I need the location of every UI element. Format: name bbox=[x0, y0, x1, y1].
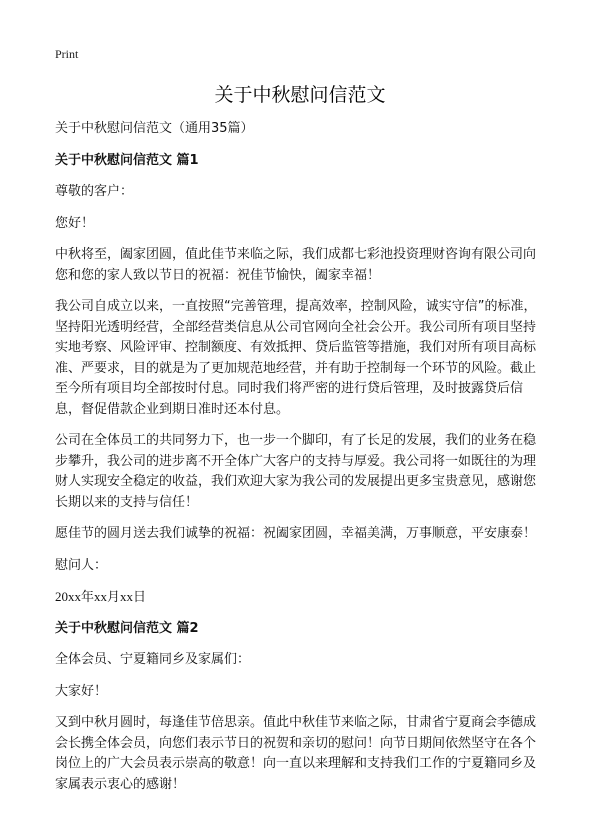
section1-heading: 关于中秋慰问信范文 篇1 bbox=[55, 152, 199, 168]
section1-greeting: 尊敬的客户： bbox=[55, 184, 134, 199]
page-title: 关于中秋慰问信范文 bbox=[214, 84, 386, 106]
section1-paragraph-4: 愿佳节的圆月送去我们诚挚的祝福：祝阖家团圆，幸福美满，万事顺意，平安康泰！ bbox=[55, 526, 537, 541]
section2-paragraph-1: 又到中秋月圆时，每逢佳节倍思亲。值此中秋佳节来临之际，甘肃省宁夏商会李德成会长携全体会员，向您们表示节日的祝贺和亲切的慰问！向节日期间依然坚守在各个岗位上的广大会员表示崇高的敬意！向一直以来理解和支持我们工作的宁夏籍同乡及家属表示衷心的感谢！ bbox=[55, 715, 537, 792]
section1-paragraph-3: 公司在全体员工的共同努力下，也一步一个脚印，有了长足的发展，我们的业务在稳步攀升，我公司的进步离不开全体广大客户的支持与厚爱。我公司将一如既往的为理财人实现安全稳定的收益，我们欢迎大家为我公司的发展提出更多宝贵意见，感谢您长期以来的支持与信任！ bbox=[55, 433, 537, 510]
subtitle: 关于中秋慰问信范文（通用35篇） bbox=[55, 121, 254, 136]
section1-hello: 您好！ bbox=[55, 215, 95, 231]
section1-paragraph-2: 我公司自成立以来，一直按照“完善管理，提高效率，控制风险，诚实守信”的标准，坚持阳光透明经营，全部经营类信息从公司官网向全社会公开。我公司所有项目坚持实地考察、风险评审、控制额度、有效抵押、贷后监管等措施，我们对所有项目高标准、严要求，目的就是为了更加规范地经营，并有助于控制每一个环节的风险。截止至今所有项目均全部按时付息。同时我们将严密的进行贷后管理，及时披露贷后信息，督促借款企业到期日准时还本付息。 bbox=[55, 299, 537, 417]
section2-hello: 大家好！ bbox=[55, 683, 108, 699]
print-label: Print bbox=[55, 47, 79, 61]
section1-signer: 慰问人： bbox=[55, 557, 108, 573]
section1-date: 20xx年xx月xx日 bbox=[55, 589, 147, 604]
document-body bbox=[55, 119, 547, 806]
section2-heading: 关于中秋慰问信范文 篇2 bbox=[55, 620, 199, 636]
section2-greeting: 全体会员、宁夏籍同乡及家属们： bbox=[55, 652, 251, 667]
section1-paragraph-1: 中秋将至，阖家团圆，值此佳节来临之际，我们成都七彩池投资理财咨询有限公司向您和您的家人致以节日的祝福：祝佳节愉快，阖家幸福！ bbox=[55, 247, 537, 283]
